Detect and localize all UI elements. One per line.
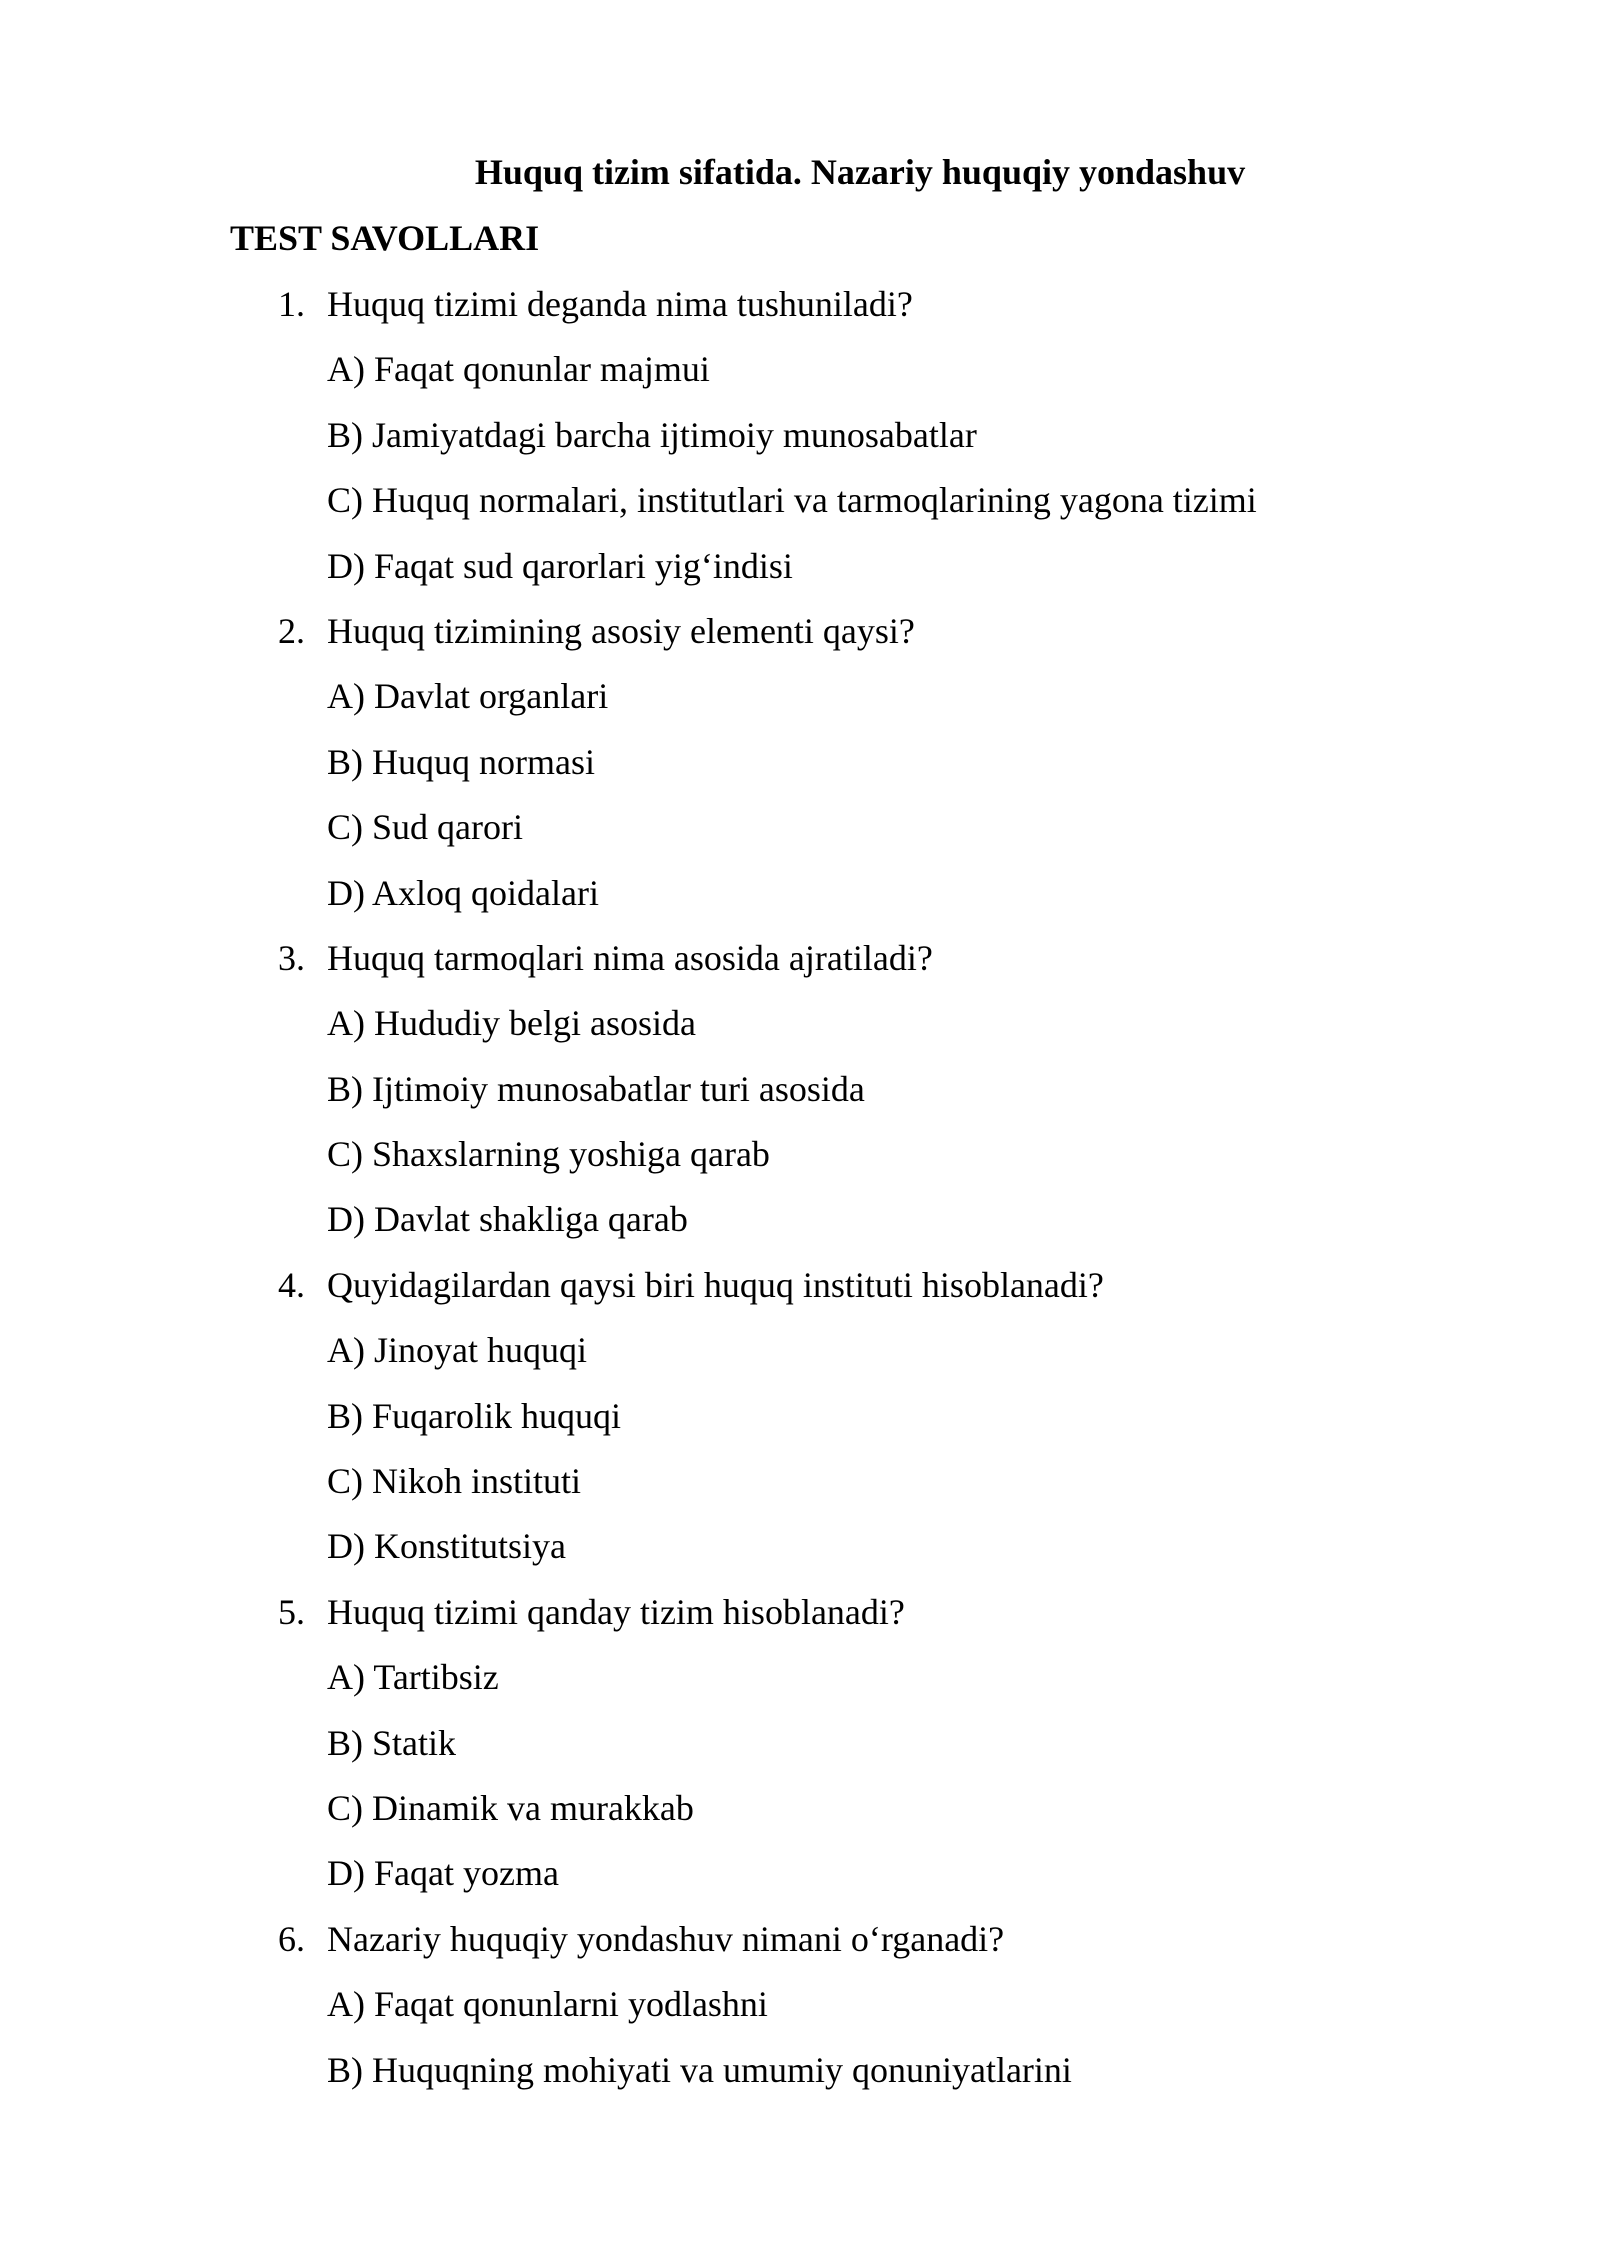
document-title: Huquq tizim sifatida. Nazariy huquqiy yondashuv bbox=[474, 152, 1246, 192]
option-text: C) Nikoh instituti bbox=[327, 1461, 582, 1502]
section-heading: TEST SAVOLLARI bbox=[230, 218, 540, 258]
question-item bbox=[0, 1261, 1600, 1588]
option-text: A) Tartibsiz bbox=[327, 1657, 499, 1698]
answer-option bbox=[0, 1522, 1600, 1587]
question-text: Quyidagilardan qaysi biri huquq instituti hisoblanadi? bbox=[327, 1264, 1104, 1305]
answer-option bbox=[0, 738, 1600, 803]
question-line bbox=[0, 1588, 1600, 1653]
answer-option bbox=[0, 1784, 1600, 1849]
question-number: 1. bbox=[278, 284, 305, 324]
answer-option bbox=[0, 1065, 1600, 1130]
option-text: A) Faqat qonunlar majmui bbox=[327, 349, 710, 390]
question-list bbox=[0, 280, 1600, 2111]
answer-option bbox=[0, 542, 1600, 607]
option-text: B) Ijtimoiy munosabatlar turi asosida bbox=[327, 1068, 865, 1109]
answer-option bbox=[0, 803, 1600, 868]
question-text: Nazariy huquqiy yondashuv nimani o‘rganadi? bbox=[327, 1918, 1005, 1959]
question-number: 4. bbox=[278, 1264, 305, 1305]
answer-option bbox=[0, 869, 1600, 934]
option-text: B) Jamiyatdagi barcha ijtimoiy munosabatlar bbox=[327, 414, 977, 455]
option-text: A) Jinoyat huquqi bbox=[327, 1330, 587, 1371]
answer-option bbox=[0, 1195, 1600, 1260]
question-number: 3. bbox=[278, 937, 305, 978]
question-text: Huquq tizimining asosiy elementi qaysi? bbox=[327, 610, 915, 651]
option-text: A) Faqat qonunlarni yodlashni bbox=[327, 1984, 768, 2025]
answer-option bbox=[0, 476, 1600, 541]
option-list bbox=[0, 672, 1600, 934]
answer-option bbox=[0, 1326, 1600, 1391]
option-text: A) Davlat organlari bbox=[327, 676, 609, 717]
question-item bbox=[0, 1588, 1600, 1915]
option-text: A) Hududiy belgi asosida bbox=[327, 1003, 696, 1044]
question-line bbox=[0, 1915, 1600, 1980]
answer-option bbox=[0, 1653, 1600, 1718]
option-text: B) Huquq normasi bbox=[327, 741, 595, 782]
question-number: 6. bbox=[278, 1918, 305, 1959]
question-item bbox=[0, 280, 1600, 607]
option-list bbox=[0, 999, 1600, 1261]
option-text: C) Huquq normalari, institutlari va tarmoqlarining yagona tizimi bbox=[327, 480, 1257, 521]
answer-option bbox=[0, 1980, 1600, 2045]
option-list bbox=[0, 1980, 1600, 2111]
question-item bbox=[0, 1915, 1600, 2111]
question-number: 5. bbox=[278, 1591, 305, 1632]
answer-option bbox=[0, 1457, 1600, 1522]
option-text: B) Statik bbox=[327, 1722, 457, 1763]
answer-option bbox=[0, 672, 1600, 737]
answer-option bbox=[0, 999, 1600, 1064]
question-line bbox=[0, 1261, 1600, 1326]
question-number: 2. bbox=[278, 610, 305, 651]
option-text: D) Davlat shakliga qarab bbox=[327, 1199, 688, 1240]
question-text: Huquq tizimi qanday tizim hisoblanadi? bbox=[327, 1591, 905, 1632]
option-text: B) Huquqning mohiyati va umumiy qonuniyatlarini bbox=[327, 2049, 1072, 2090]
question-line bbox=[0, 607, 1600, 672]
question-line bbox=[0, 934, 1600, 999]
option-text: D) Faqat sud qarorlari yig‘indisi bbox=[327, 545, 793, 586]
answer-option bbox=[0, 1130, 1600, 1195]
option-text: D) Axloq qoidalari bbox=[327, 872, 599, 913]
answer-option bbox=[0, 411, 1600, 476]
question-line bbox=[0, 280, 1600, 345]
answer-option bbox=[0, 1849, 1600, 1914]
question-item bbox=[0, 934, 1600, 1261]
option-text: C) Sud qarori bbox=[327, 807, 523, 848]
answer-option bbox=[0, 2046, 1600, 2111]
option-text: D) Konstitutsiya bbox=[327, 1526, 566, 1567]
option-text: D) Faqat yozma bbox=[327, 1853, 559, 1894]
option-list bbox=[0, 1326, 1600, 1588]
option-text: B) Fuqarolik huquqi bbox=[327, 1395, 621, 1436]
question-text: Huquq tarmoqlari nima asosida ajratiladi? bbox=[327, 937, 933, 978]
question-item bbox=[0, 607, 1600, 934]
option-list bbox=[0, 345, 1600, 607]
answer-option bbox=[0, 1392, 1600, 1457]
option-text: C) Shaxslarning yoshiga qarab bbox=[327, 1134, 770, 1175]
question-text: Huquq tizimi deganda nima tushuniladi? bbox=[327, 284, 913, 324]
option-text: C) Dinamik va murakkab bbox=[327, 1787, 694, 1828]
answer-option bbox=[0, 1719, 1600, 1784]
answer-option bbox=[0, 345, 1600, 410]
option-list bbox=[0, 1653, 1600, 1915]
